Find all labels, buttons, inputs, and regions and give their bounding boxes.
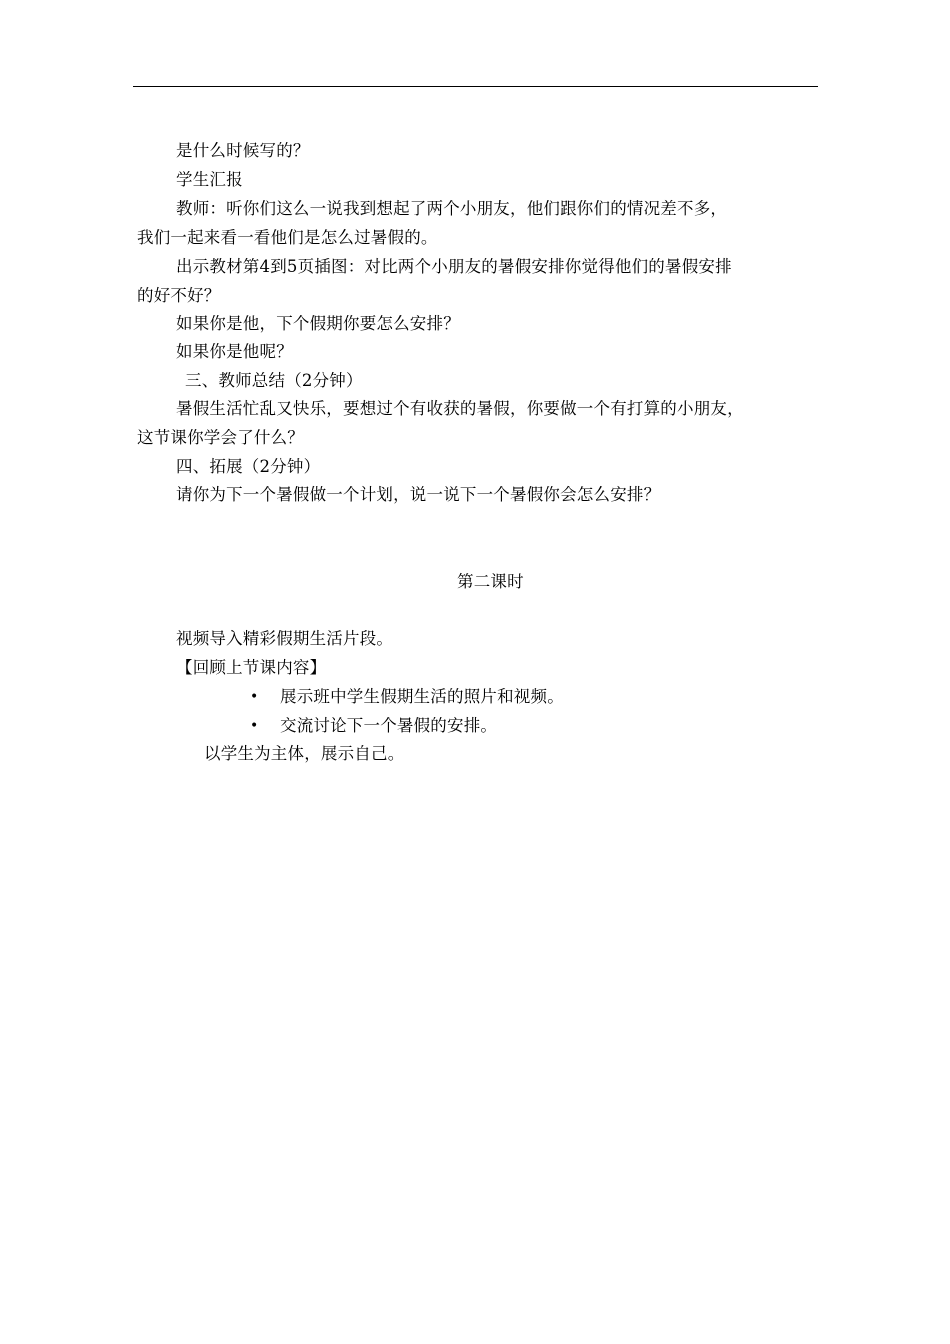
paragraph-line: 是什么时候写的？ [176, 141, 310, 160]
paragraph-line: 如果你是他，下个假期你要怎么安排？ [176, 314, 460, 333]
list-item: 交流讨论下一个暑假的安排。 [280, 716, 498, 735]
paragraph-line: 我们一起来看一看他们是怎么过暑假的。 [137, 228, 438, 247]
paragraph-line: 的好不好？ [137, 286, 221, 305]
paragraph-line: 学生汇报 [176, 170, 243, 189]
section-heading: 四、拓展（2分钟） [176, 457, 321, 476]
paragraph-line: 这节课你学会了什么？ [137, 428, 304, 447]
paragraph-line: 教师：听你们这么一说我到想起了两个小朋友，他们跟你们的情况差不多， [176, 199, 728, 218]
list-item: 展示班中学生假期生活的照片和视频。 [280, 687, 564, 706]
lesson-title: 第二课时 [457, 572, 524, 591]
paragraph-line: 视频导入精彩假期生活片段。 [176, 629, 394, 648]
paragraph-line: 请你为下一个暑假做一个计划，说一说下一个暑假你会怎么安排？ [176, 485, 661, 504]
header-rule [133, 86, 818, 87]
paragraph-line: 暑假生活忙乱又快乐，要想过个有收获的暑假，你要做一个有打算的小朋友， [176, 399, 744, 418]
paragraph-line: 以学生为主体，展示自己。 [204, 744, 405, 763]
section-heading: 三、教师总结（2分钟） [185, 371, 363, 390]
bullet-icon: • [250, 718, 259, 734]
bullet-icon: • [250, 689, 259, 705]
review-heading: 【回顾上节课内容】 [176, 658, 327, 677]
paragraph-line: 出示教材第4到5页插图：对比两个小朋友的暑假安排你觉得他们的暑假安排 [176, 257, 732, 276]
paragraph-line: 如果你是他呢？ [176, 342, 293, 361]
